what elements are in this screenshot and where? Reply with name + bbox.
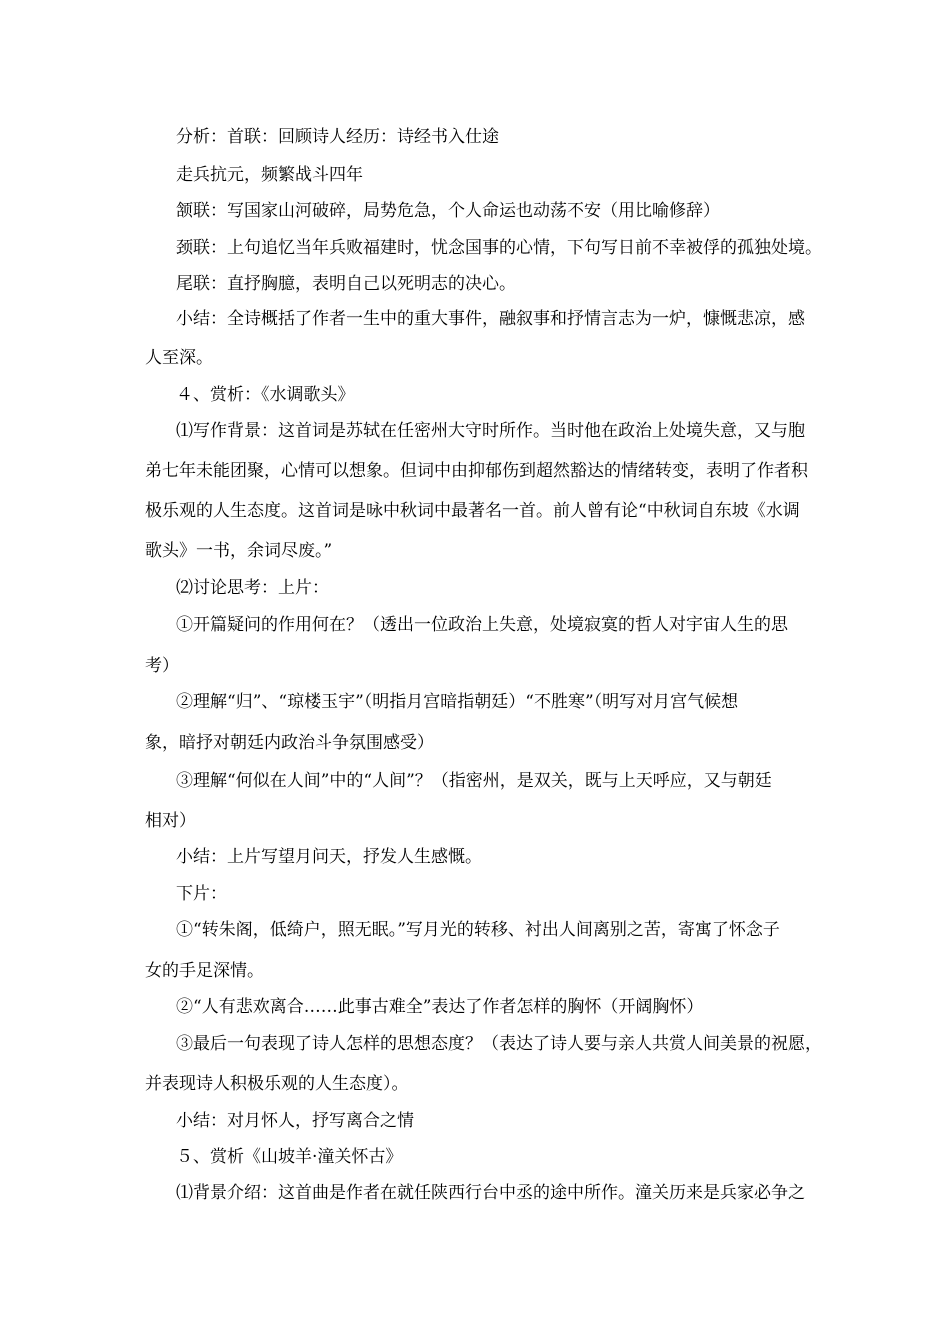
text-line: ②理解“归”、“琼楼玉宇”（明指月宫暗指朝廷）“不胜寒”（明写对月宫气候想	[176, 692, 739, 712]
text-line: 极乐观的人生态度。这首词是咏中秋词中最著名一首。前人曾有论“中秋词自东坡《水调	[145, 501, 800, 521]
text-line: 象，暗抒对朝廷内政治斗争氛围感受）	[145, 733, 434, 753]
text-line: ③理解“何似在人间”中的“人间”？（指密州，是双关，既与上天呼应，又与朝廷	[176, 771, 772, 791]
text-line: 分析：首联：回顾诗人经历：诗经书入仕途	[176, 127, 499, 147]
text-line: ②“人有悲欢离合……此事古难全”表达了作者怎样的胸怀（开阔胸怀）	[176, 997, 704, 1017]
text-line: 女的手足深情。	[145, 961, 264, 981]
text-line: 颈联：上句追忆当年兵败福建时，忧念国事的心情，下句写日前不幸被俘的孤独处境。	[176, 238, 822, 258]
text-line: ①开篇疑问的作用何在？（透出一位政治上失意，处境寂寞的哲人对宇宙人生的思	[176, 615, 788, 635]
text-line: 并表现诗人积极乐观的人生态度）。	[145, 1074, 409, 1094]
text-line: 下片：	[176, 884, 227, 904]
text-line: 小结：全诗概括了作者一生中的重大事件，融叙事和抒情言志为一炉，慷慨悲凉，感	[176, 309, 805, 329]
text-line: 弟七年未能团聚，心情可以想象。但词中由抑郁伤到超然豁达的情绪转变，表明了作者积	[145, 461, 808, 481]
section-heading: ５、赏析《山坡羊·潼关怀古》	[176, 1147, 403, 1167]
text-line: 尾联：直抒胸臆，表明自己以死明志的决心。	[176, 274, 516, 294]
text-line: 颔联：写国家山河破碎，局势危急，个人命运也动荡不安（用比喻修辞）	[176, 201, 720, 221]
section-heading: ４、赏析：《水调歌头》	[176, 385, 355, 405]
text-line: 走兵抗元，频繁战斗四年	[176, 165, 363, 185]
text-line: 歌头》一书，余词尽废。”	[145, 541, 333, 561]
text-line: ③最后一句表现了诗人怎样的思想态度？（表达了诗人要与亲人共赏人间美景的祝愿，	[176, 1034, 822, 1054]
text-line: ⑴背景介绍：这首曲是作者在就任陕西行台中丞的途中所作。潼关历来是兵家必争之	[176, 1183, 805, 1203]
text-line: 小结：上片写望月问天，抒发人生感慨。	[176, 847, 482, 867]
text-line: 人至深。	[145, 348, 213, 368]
text-line: ⑵讨论思考：上片：	[176, 578, 329, 598]
text-line: 考）	[145, 656, 179, 676]
text-line: 小结：对月怀人，抒写离合之情	[176, 1111, 414, 1131]
text-line: 相对）	[145, 811, 196, 831]
text-line: ⑴写作背景：这首词是苏轼在任密州大守时所作。当时他在政治上处境失意，又与胞	[176, 421, 805, 441]
text-line: ①“转朱阁，低绮户，照无眠。”写月光的转移、衬出人间离别之苦，寄寓了怀念子	[176, 920, 780, 940]
